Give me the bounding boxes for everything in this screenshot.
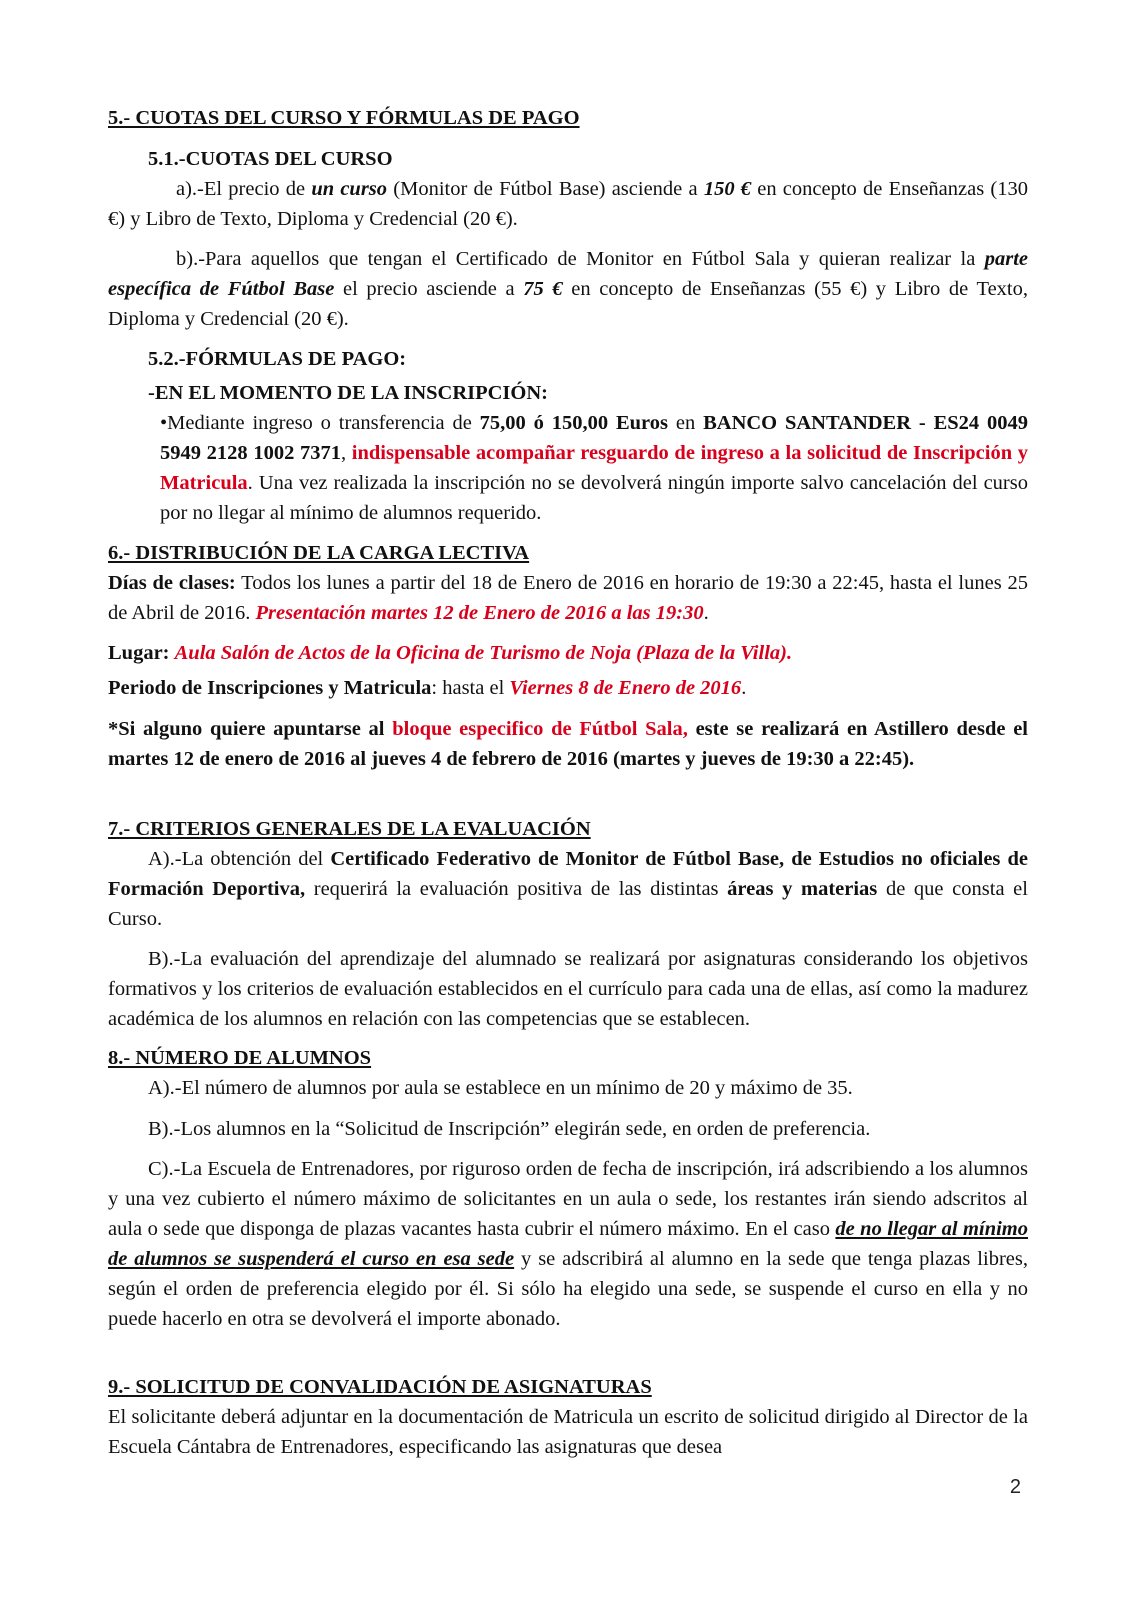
inscription-period-paragraph xyxy=(108,673,1028,703)
section-8-c-paragraph xyxy=(108,1154,1028,1334)
text-run: A).-La obtención del xyxy=(148,848,331,870)
label: Lugar: xyxy=(108,642,175,664)
price-150: 150 € xyxy=(703,178,752,200)
text-run: en xyxy=(668,412,704,434)
emphasis-text: parte específica de Fútbol Base xyxy=(108,248,1028,300)
section-5-2-heading: 5.2.-FÓRMULAS DE PAGO: xyxy=(148,348,407,370)
futsal-note-paragraph xyxy=(108,714,1028,774)
section-8-heading: 8.- NÚMERO DE ALUMNOS xyxy=(108,1047,372,1069)
section-5-1-heading: 5.1.-CUOTAS DEL CURSO xyxy=(148,148,393,170)
bank-account: BANCO SANTANDER - ES24 0049 5949 2128 1002 7371 xyxy=(160,412,1028,464)
section-6-heading: 6.- DISTRIBUCIÓN DE LA CARGA LECTIVA xyxy=(108,542,530,564)
label: Días de clases: xyxy=(108,572,236,594)
text-run: de que consta el Curso. xyxy=(108,878,1028,930)
class-days-paragraph xyxy=(108,568,1028,628)
section-9-paragraph: El solicitante deberá adjuntar en la documentación de Matricula un escrito de solicitud dirigido al Director de la Escuela Cántabra de Entrenadores, especificando las asignaturas que desea xyxy=(108,1406,1028,1458)
text-run: . xyxy=(741,677,747,699)
location-text: Aula Salón de Actos de la Oficina de Turismo de Noja (Plaza de la Villa). xyxy=(174,642,793,664)
futsal-block-text: bloque especifico de Fútbol Sala, xyxy=(392,718,688,740)
text-run: : hasta el xyxy=(431,677,510,699)
text-run: Todos los lunes a partir del 18 de Enero de 2016 en horario de 19:30 a 22:45, hasta el lunes 25 de Abril de 2016. xyxy=(108,572,1028,624)
inscription-moment-heading: -EN EL MOMENTO DE LA INSCRIPCIÓN: xyxy=(148,382,548,404)
text-run: . Una vez realizada la inscripción no se devolverá ningún importe salvo cancelación del curso por no llegar al mínimo de alumnos requerido. xyxy=(160,472,1028,524)
section-7-b-paragraph: B).-La evaluación del aprendizaje del alumnado se realizará por asignaturas considerando los objetivos formativos y los criterios de evaluación establecidos en el currículo para cada una de ellas, así como la madurez académica de los alumnos en relación con las competencias que se establecen. xyxy=(108,948,1028,1030)
page-number: 2 xyxy=(1009,1476,1021,1498)
emphasis-text: áreas y materias xyxy=(727,878,878,900)
text-run: en concepto de Enseñanzas (130 €) y Libro de Texto, Diploma y Credencial (20 €). xyxy=(108,178,1028,230)
label: Periodo de Inscripciones y Matricula xyxy=(108,677,432,699)
amount-text: 75,00 ó 150,00 Euros xyxy=(479,412,669,434)
text-run: (Monitor de Fútbol Base) asciende a xyxy=(387,178,704,200)
text-run: y se adscribirá al alumno en la sede que tenga plazas libres, según el orden de preferencia elegido por él. Si sólo ha elegido una sede, se suspende el curso en ella y no puede hacerlo en otra se devolverá el importe abonado. xyxy=(108,1248,1028,1330)
section-8-a-paragraph: A).-El número de alumnos por aula se establece en un mínimo de 20 y máximo de 35. xyxy=(148,1077,853,1099)
section-7-heading: 7.- CRITERIOS GENERALES DE LA EVALUACIÓN xyxy=(108,818,591,840)
text-run: , xyxy=(340,442,352,464)
section-5-heading: 5.- CUOTAS DEL CURSO Y FÓRMULAS DE PAGO xyxy=(108,107,580,129)
suspension-note: de no llegar al mínimo de alumnos se suspenderá el curso en esa sede xyxy=(108,1218,1028,1270)
text-run: C).-La Escuela de Entrenadores, por riguroso orden de fecha de inscripción, irá adscribiendo a los alumnos y una vez cubierto el número máximo de solicitantes en un aula o sede, los restantes irán siendo adscritos al aula o sede que disponga de plazas vacantes hasta cubrir el número máximo. En el caso xyxy=(108,1158,1028,1240)
section-7-a-paragraph xyxy=(108,844,1028,934)
presentation-date: Presentación martes 12 de Enero de 2016 a las 19:30 xyxy=(255,602,704,624)
text-run: •Mediante ingreso o transferencia de xyxy=(160,412,480,434)
text-run: en concepto de Enseñanzas (55 €) y Libro de Texto, Diploma y Credencial (20 €). xyxy=(108,278,1029,330)
text-run: a).-El precio de xyxy=(176,178,312,200)
text-run: este se realizará en Astillero desde el martes 12 de enero de 2016 al jueves 4 de febrero de 2016 (martes y jueves de 19:30 a 22:45). xyxy=(108,718,1028,770)
text-run: *Si alguno quiere apuntarse al xyxy=(108,718,393,740)
text-run: el precio asciende a xyxy=(334,278,524,300)
certificate-name: Certificado Federativo de Monitor de Fútbol Base, de Estudios no oficiales de Formación Deportiva, xyxy=(108,848,1028,900)
section-8-b-paragraph: B).-Los alumnos en la “Solicitud de Inscripción” elegirán sede, en orden de preferencia. xyxy=(148,1118,871,1140)
text-run: b).-Para aquellos que tengan el Certificado de Monitor en Fútbol Sala y quieran realizar la xyxy=(176,248,985,270)
payment-bullet xyxy=(160,408,1028,528)
location-paragraph xyxy=(108,638,1028,668)
required-receipt-note: indispensable acompañar resguardo de ingreso a la solicitud de Inscripción y Matricula xyxy=(160,442,1029,494)
text-run: . xyxy=(703,602,709,624)
emphasis-text: un curso xyxy=(311,178,388,200)
section-5-1-b-paragraph xyxy=(108,244,1028,334)
section-5-1-a-paragraph xyxy=(108,174,1028,234)
section-9-heading: 9.- SOLICITUD DE CONVALIDACIÓN DE ASIGNATURAS xyxy=(108,1376,652,1398)
price-75: 75 € xyxy=(523,278,563,300)
text-run: requerirá la evaluación positiva de las distintas xyxy=(305,878,728,900)
deadline-date: Viernes 8 de Enero de 2016 xyxy=(509,677,742,699)
